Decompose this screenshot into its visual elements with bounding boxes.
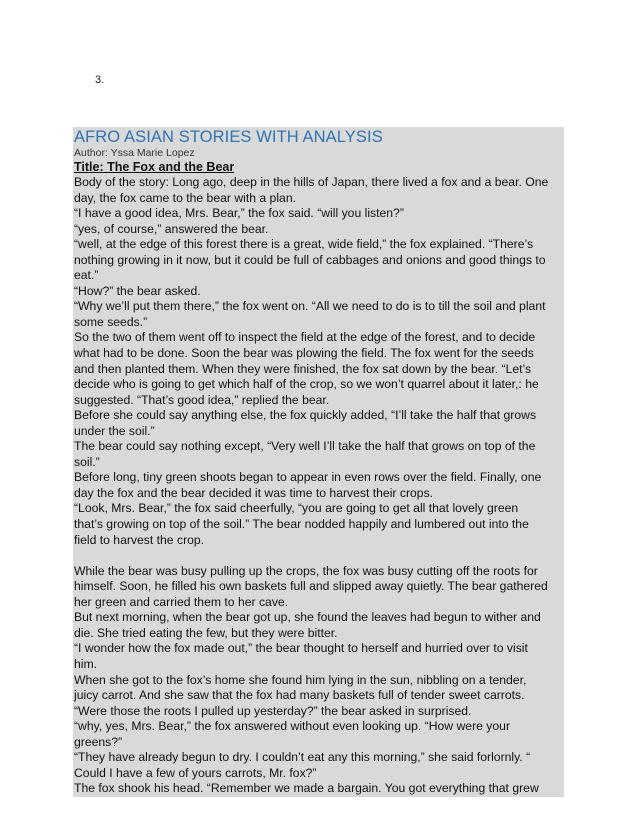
- story-line: that’s growing on top of the soil.” The bear nodded happily and lumbered out into the: [74, 517, 529, 532]
- story-line: “How?” the bear asked.: [74, 283, 201, 298]
- story-line: “I wonder how the fox made out,” the bear thought to herself and hurried over to visit: [74, 641, 528, 656]
- story-line: decide who is going to get which half of the crop, so we won’t quarrel about it later,: he: [74, 377, 539, 392]
- story-line: what had to be done. Soon the bear was plowing the field. The fox went for the seeds: [74, 346, 534, 361]
- story-line: “Why we’ll put them there,” the fox went on. “All we need to do is to till the soil and plant: [74, 299, 546, 314]
- story-body: [73, 175, 564, 797]
- story-line: greens?”: [74, 734, 123, 749]
- story-line: eat.”: [74, 268, 99, 283]
- story-line: Could I have a few of yours carrots, Mr. fox?”: [74, 765, 317, 780]
- story-line: The bear could say nothing except, “Very well I’ll take the half that grows on top of the: [74, 439, 536, 454]
- author-line: Author: Yssa Marie Lopez: [74, 147, 195, 159]
- story-line: “well, at the edge of this forest there is a great, wide field,” the fox explained. “There’s: [74, 237, 534, 252]
- story-line: But next morning, when the bear got up, she found the leaves had begun to wither and: [74, 610, 541, 625]
- story-line: juicy carrot. And she saw that the fox had many baskets full of tender sweet carrots.: [74, 688, 525, 703]
- story-line: him.: [74, 656, 98, 671]
- story-line: Body of the story: Long ago, deep in the hills of Japan, there lived a fox and a bear. One: [74, 175, 549, 189]
- story-line: die. She tried eating the few, but they were bitter.: [74, 625, 338, 640]
- story-line: When she got to the fox’s home she found him lying in the sun, nibbling on a tender,: [74, 672, 527, 687]
- story-line: suggested. “That’s good idea,” replied the bear.: [74, 392, 330, 407]
- story-line: So the two of them went off to inspect the field at the edge of the forest, and to decide: [74, 330, 536, 345]
- story-line: “yes, of course,” answered the bear.: [74, 221, 269, 236]
- story-line: day the fox and the bear decided it was time to harvest their crops.: [74, 485, 434, 500]
- story-line: some seeds.”: [74, 314, 148, 329]
- story-line: Before she could say anything else, the fox quickly added, “I’ll take the half that grows: [74, 408, 537, 423]
- story-line: “Look, Mrs. Bear,” the fox said cheerfully, “you are going to get all that lovely green: [74, 501, 519, 516]
- story-line: her green and carried them to her cave.: [74, 594, 289, 609]
- story-line: and then planted them. When they were finished, the fox sat down by the bear. “Let’s: [74, 361, 532, 376]
- story-line: soil.”: [74, 454, 100, 469]
- story-title: Title: The Fox and the Bear: [74, 160, 235, 174]
- story-line: nothing growing in it now, but it could be full of cabbages and onions and good things to: [74, 252, 546, 267]
- story-line: [73, 548, 564, 564]
- page-number: 3.: [95, 74, 105, 86]
- story-line: While the bear was busy pulling up the crops, the fox was busy cutting off the roots for: [74, 563, 538, 578]
- story-line: “I have a good idea, Mrs. Bear,” the fox said. “will you listen?”: [74, 206, 404, 221]
- document-heading: AFRO ASIAN STORIES WITH ANALYSIS: [74, 128, 383, 146]
- story-line: field to harvest the crop.: [74, 532, 205, 547]
- story-line: “They have already begun to dry. I couldn’t eat any this morning,” she said forlornly. “: [74, 750, 531, 765]
- story-line: “why, yes, Mrs. Bear,” the fox answered without even looking up. “How were your: [74, 719, 511, 734]
- story-block: [73, 127, 564, 797]
- story-line: Before long, tiny green shoots began to appear in even rows over the field. Finally, one: [74, 470, 542, 485]
- story-line: under the soil.”: [74, 423, 155, 438]
- story-line: The fox shook his head. “Remember we made a bargain. You got everything that grew: [74, 781, 539, 796]
- story-line: day, the fox came to the bear with a plan.: [74, 190, 296, 205]
- story-line: “Were those the roots I pulled up yesterday?” the bear asked in surprised.: [74, 703, 472, 718]
- story-line: himself. Soon, he filled his own baskets full and slipped away quietly. The bear gathered: [74, 579, 548, 594]
